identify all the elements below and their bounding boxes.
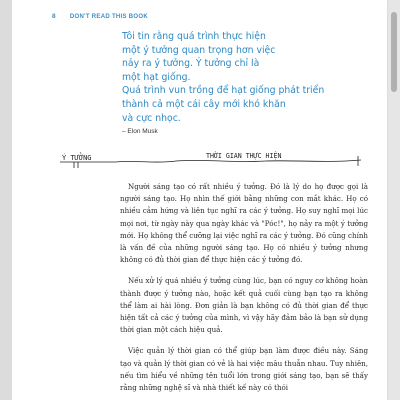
time-line <box>116 160 361 162</box>
scrollbar-thumb[interactable] <box>391 12 397 92</box>
vertical-scrollbar[interactable] <box>388 0 400 400</box>
quote-line: và cực nhọc. <box>122 112 181 124</box>
body-paragraph: Người sáng tạo có rất nhiều ý tưởng. Đó là lý do họ được gọi là người sáng tạo. Họ nhìn thế giới bằng những con mắt khác. Họ có nhiều cảm hứng và liên tục nghĩ ra các ý tưởng. Họ suy nghĩ mọi lúc mọi nơi, từ ngày này qua ngày khác và "Póc!", họ nảy ra một ý tưởng mới. Họ không thể cưỡng lại việc nghĩ ra các ý tưởng. Đó cũng chính là vấn đề của những người sáng tạo. Họ có nhiều ý tưởng nhưng không có đủ thời gian để thực hiện các ý tưởng đó. <box>120 182 368 265</box>
quote-author: – Elon Musk <box>122 128 158 135</box>
body-text <box>120 181 368 400</box>
quote-line: Quá trình vun trồng để hạt giống phát triển <box>122 85 325 97</box>
idea-bracket-mark <box>74 162 78 168</box>
quote-line: nảy ra ý tưởng. Ý tưởng chỉ là <box>122 58 260 70</box>
book-page <box>12 0 387 400</box>
running-header <box>52 13 148 23</box>
body-paragraph: Nếu xử lý quá nhiều ý tưởng cùng lúc, bạn có nguy cơ không hoàn thành được ý tưởng nào, hoặc kết quả cuối cùng bạn tạo ra không thể làm ai hài lòng. Đơn giản là bạn không có đủ thời gian để thực hiện tất cả các ý tưởng của mình, vì vậy hãy đảm bảo là bạn sử dụng thời gian một cách hiệu quả. <box>120 276 368 335</box>
quote-line: một hạt giống. <box>122 71 191 83</box>
idea-vs-time-diagram <box>56 148 366 178</box>
quote-line: Tôi tin rằng quá trình thực hiện <box>122 31 266 42</box>
quote-line: thành cả một cái cây mới khó khăn <box>122 98 286 110</box>
body-paragraph: Việc quản lý thời gian có thể giúp bạn làm được điều này. Sáng tạo và quản lý thời gian có vẻ là hai việc mâu thuẫn nhau. Tuy nhiên, nếu tìm hiểu về những tên tuổi lớn trong giới sáng tạo, bạn sẽ thấy rằng những nghệ sĩ và nhà thiết kế này có thói <box>120 346 368 393</box>
quote-line: một ý tưởng quan trọng hơn việc <box>122 44 276 56</box>
pull-quote <box>122 30 362 125</box>
book-title: DON'T READ THIS BOOK <box>69 14 148 20</box>
idea-label: Ý TƯỞNG <box>62 154 92 162</box>
execution-time-label: THỜI GIAN THỰC HIỆN <box>206 152 282 160</box>
page-number: 8 <box>52 13 56 20</box>
